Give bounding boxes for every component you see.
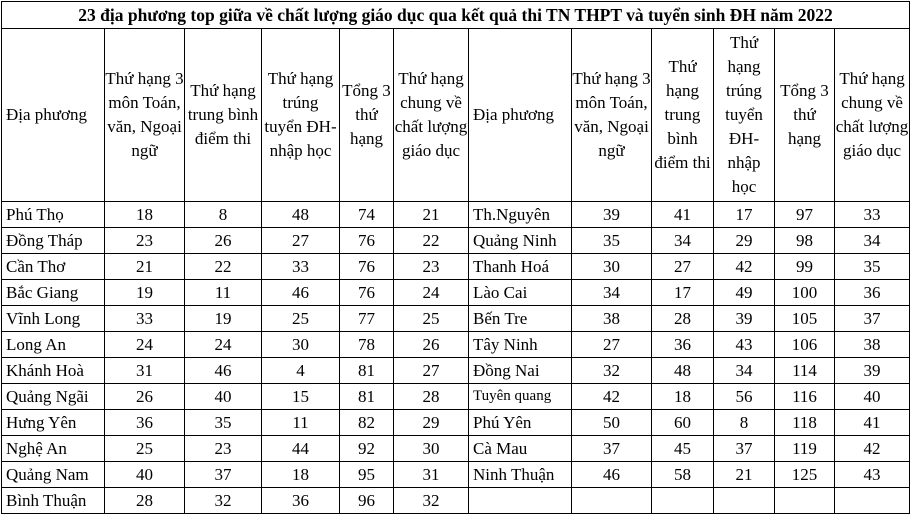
table-row (2, 384, 910, 410)
rank-admission: 21 (714, 462, 775, 488)
rank-3-subjects: 38 (572, 306, 652, 332)
overall-rank: 23 (394, 254, 469, 280)
rank-avg-score: 36 (652, 332, 714, 358)
header-locality: Địa phương (469, 29, 572, 202)
total-3-ranks: 105 (775, 306, 835, 332)
empty-cell (714, 488, 775, 514)
locality-name: Phú Yên (469, 410, 572, 436)
locality-name: Đồng Tháp (2, 228, 105, 254)
rank-avg-score: 41 (652, 202, 714, 228)
table-row (2, 410, 910, 436)
rank-3-subjects: 24 (105, 332, 185, 358)
overall-rank: 27 (394, 358, 469, 384)
overall-rank: 26 (394, 332, 469, 358)
overall-rank: 21 (394, 202, 469, 228)
rank-avg-score: 58 (652, 462, 714, 488)
locality-name: Vĩnh Long (2, 306, 105, 332)
rank-avg-score: 35 (185, 410, 262, 436)
ranking-sheet (1, 1, 909, 510)
rank-avg-score: 8 (185, 202, 262, 228)
rank-3-subjects: 18 (105, 202, 185, 228)
total-3-ranks: 76 (340, 254, 394, 280)
rank-3-subjects: 27 (572, 332, 652, 358)
rank-avg-score: 34 (652, 228, 714, 254)
rank-3-subjects: 34 (572, 280, 652, 306)
overall-rank: 43 (835, 462, 910, 488)
rank-3-subjects: 31 (105, 358, 185, 384)
locality-name: Lào Cai (469, 280, 572, 306)
rank-3-subjects: 21 (105, 254, 185, 280)
rank-admission: 46 (262, 280, 340, 306)
rank-avg-score: 32 (185, 488, 262, 514)
table-row (2, 332, 910, 358)
rank-admission: 15 (262, 384, 340, 410)
rank-3-subjects: 26 (105, 384, 185, 410)
rank-avg-score: 17 (652, 280, 714, 306)
rank-3-subjects: 30 (572, 254, 652, 280)
table-row (2, 488, 910, 514)
total-3-ranks: 78 (340, 332, 394, 358)
overall-rank: 22 (394, 228, 469, 254)
rank-avg-score: 27 (652, 254, 714, 280)
header-rank-admission: Thứ hạng trúng tuyển ĐH-nhập học (262, 29, 340, 202)
locality-name: Th.Nguyên (469, 202, 572, 228)
locality-name: Quảng Nam (2, 462, 105, 488)
rank-admission: 44 (262, 436, 340, 462)
rank-3-subjects: 50 (572, 410, 652, 436)
empty-cell (652, 488, 714, 514)
rank-avg-score: 46 (185, 358, 262, 384)
header-total-3-ranks: Tổng 3 thứ hạng (775, 29, 835, 202)
rank-avg-score: 37 (185, 462, 262, 488)
overall-rank: 42 (835, 436, 910, 462)
table-row (2, 436, 910, 462)
locality-name: Ninh Thuận (469, 462, 572, 488)
rank-3-subjects: 33 (105, 306, 185, 332)
header-rank-admission: Thứ hạng trúng tuyển ĐH-nhập học (714, 29, 775, 202)
table-row (2, 280, 910, 306)
table-row (2, 254, 910, 280)
rank-admission: 56 (714, 384, 775, 410)
rank-admission: 30 (262, 332, 340, 358)
total-3-ranks: 114 (775, 358, 835, 384)
empty-cell (835, 488, 910, 514)
header-rank-3-subjects: Thứ hạng 3 môn Toán, văn, Ngoại ngữ (105, 29, 185, 202)
total-3-ranks: 95 (340, 462, 394, 488)
overall-rank: 36 (835, 280, 910, 306)
rank-admission: 49 (714, 280, 775, 306)
header-overall-rank: Thứ hạng chung về chất lượng giáo dục (835, 29, 910, 202)
rank-avg-score: 23 (185, 436, 262, 462)
rank-admission: 27 (262, 228, 340, 254)
rank-avg-score: 19 (185, 306, 262, 332)
locality-name: Tây Ninh (469, 332, 572, 358)
overall-rank: 41 (835, 410, 910, 436)
overall-rank: 25 (394, 306, 469, 332)
overall-rank: 35 (835, 254, 910, 280)
table-row (2, 306, 910, 332)
rank-avg-score: 24 (185, 332, 262, 358)
rank-avg-score: 45 (652, 436, 714, 462)
total-3-ranks: 74 (340, 202, 394, 228)
overall-rank: 40 (835, 384, 910, 410)
rank-admission: 11 (262, 410, 340, 436)
locality-name: Quảng Ninh (469, 228, 572, 254)
rank-admission: 39 (714, 306, 775, 332)
table-row (2, 202, 910, 228)
empty-cell (572, 488, 652, 514)
rank-avg-score: 26 (185, 228, 262, 254)
total-3-ranks: 98 (775, 228, 835, 254)
locality-name: Phú Thọ (2, 202, 105, 228)
overall-rank: 38 (835, 332, 910, 358)
rank-admission: 29 (714, 228, 775, 254)
rank-avg-score: 48 (652, 358, 714, 384)
locality-name: Bến Tre (469, 306, 572, 332)
header-locality: Địa phương (2, 29, 105, 202)
rank-admission: 8 (714, 410, 775, 436)
locality-name: Thanh Hoá (469, 254, 572, 280)
rank-admission: 48 (262, 202, 340, 228)
total-3-ranks: 125 (775, 462, 835, 488)
rank-admission: 34 (714, 358, 775, 384)
rank-admission: 37 (714, 436, 775, 462)
rank-avg-score: 28 (652, 306, 714, 332)
overall-rank: 32 (394, 488, 469, 514)
overall-rank: 30 (394, 436, 469, 462)
total-3-ranks: 119 (775, 436, 835, 462)
rank-admission: 43 (714, 332, 775, 358)
rank-admission: 25 (262, 306, 340, 332)
rank-3-subjects: 39 (572, 202, 652, 228)
total-3-ranks: 100 (775, 280, 835, 306)
rank-3-subjects: 19 (105, 280, 185, 306)
locality-name: Bắc Giang (2, 280, 105, 306)
total-3-ranks: 81 (340, 384, 394, 410)
rank-3-subjects: 25 (105, 436, 185, 462)
rank-3-subjects: 32 (572, 358, 652, 384)
overall-rank: 24 (394, 280, 469, 306)
header-total-3-ranks: Tổng 3 thứ hạng (340, 29, 394, 202)
total-3-ranks: 92 (340, 436, 394, 462)
locality-name: Cà Mau (469, 436, 572, 462)
rank-avg-score: 60 (652, 410, 714, 436)
overall-rank: 34 (835, 228, 910, 254)
table-title: 23 địa phương top giữa về chất lượng giáo dục qua kết quả thi TN THPT và tuyển sinh ĐH năm 2022 (2, 2, 910, 29)
locality-name: Đồng Nai (469, 358, 572, 384)
overall-rank: 37 (835, 306, 910, 332)
table-row (2, 462, 910, 488)
rank-3-subjects: 28 (105, 488, 185, 514)
total-3-ranks: 81 (340, 358, 394, 384)
locality-name: Long An (2, 332, 105, 358)
header-rank-avg-score: Thứ hạng trung bình điểm thi (652, 29, 714, 202)
rank-3-subjects: 23 (105, 228, 185, 254)
rank-3-subjects: 37 (572, 436, 652, 462)
total-3-ranks: 106 (775, 332, 835, 358)
locality-name: Cần Thơ (2, 254, 105, 280)
rank-avg-score: 22 (185, 254, 262, 280)
rank-admission: 42 (714, 254, 775, 280)
rank-admission: 4 (262, 358, 340, 384)
overall-rank: 33 (835, 202, 910, 228)
table-row (2, 228, 910, 254)
total-3-ranks: 118 (775, 410, 835, 436)
total-3-ranks: 76 (340, 280, 394, 306)
ranking-table (1, 1, 910, 514)
header-overall-rank: Thứ hạng chung về chất lượng giáo dục (394, 29, 469, 202)
rank-admission: 17 (714, 202, 775, 228)
overall-rank: 28 (394, 384, 469, 410)
locality-name: Quảng Ngãi (2, 384, 105, 410)
rank-avg-score: 40 (185, 384, 262, 410)
locality-name: Tuyên quang (469, 384, 572, 410)
total-3-ranks: 116 (775, 384, 835, 410)
empty-cell (469, 488, 572, 514)
header-rank-avg-score: Thứ hạng trung bình điểm thi (185, 29, 262, 202)
total-3-ranks: 76 (340, 228, 394, 254)
rank-3-subjects: 42 (572, 384, 652, 410)
total-3-ranks: 96 (340, 488, 394, 514)
rank-admission: 36 (262, 488, 340, 514)
rank-avg-score: 11 (185, 280, 262, 306)
overall-rank: 39 (835, 358, 910, 384)
rank-3-subjects: 36 (105, 410, 185, 436)
empty-cell (775, 488, 835, 514)
total-3-ranks: 77 (340, 306, 394, 332)
header-rank-3-subjects: Thứ hạng 3 môn Toán, văn, Ngoại ngữ (572, 29, 652, 202)
total-3-ranks: 82 (340, 410, 394, 436)
total-3-ranks: 99 (775, 254, 835, 280)
rank-3-subjects: 35 (572, 228, 652, 254)
rank-3-subjects: 40 (105, 462, 185, 488)
rank-admission: 33 (262, 254, 340, 280)
overall-rank: 29 (394, 410, 469, 436)
overall-rank: 31 (394, 462, 469, 488)
locality-name: Khánh Hoà (2, 358, 105, 384)
rank-3-subjects: 46 (572, 462, 652, 488)
locality-name: Bình Thuận (2, 488, 105, 514)
locality-name: Nghệ An (2, 436, 105, 462)
total-3-ranks: 97 (775, 202, 835, 228)
locality-name: Hưng Yên (2, 410, 105, 436)
rank-admission: 18 (262, 462, 340, 488)
rank-avg-score: 18 (652, 384, 714, 410)
table-row (2, 358, 910, 384)
